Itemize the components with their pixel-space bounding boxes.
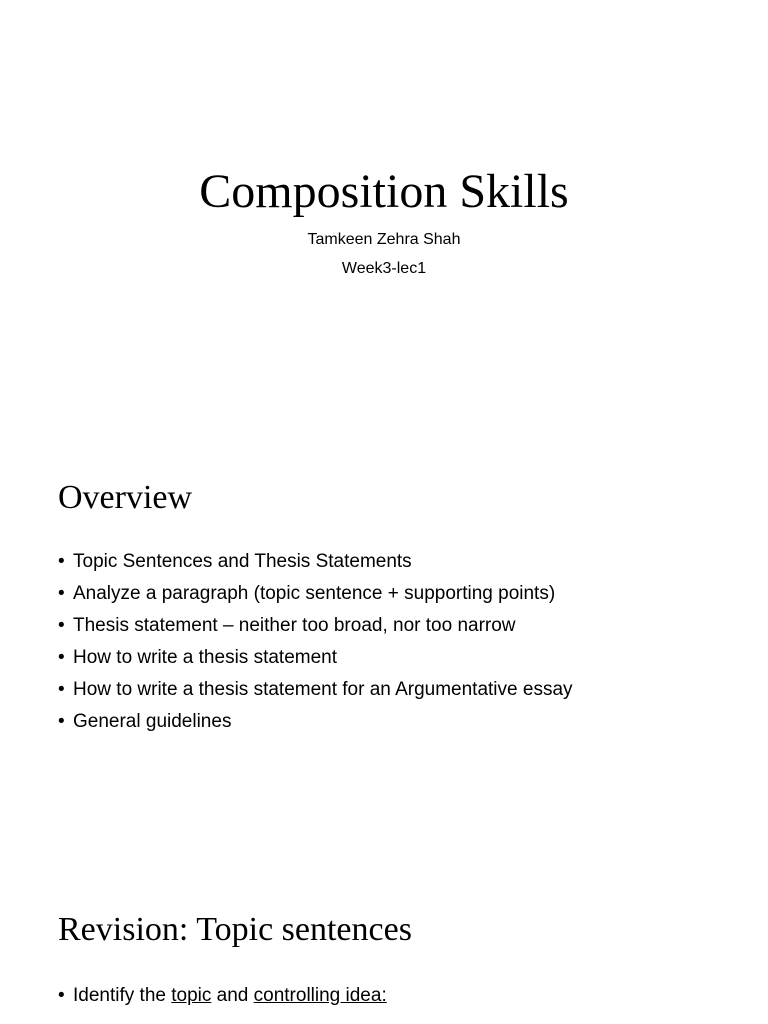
list-item-text: Topic Sentences and Thesis Statements	[73, 551, 412, 572]
presentation-title: Composition Skills	[199, 165, 569, 218]
overview-heading: Overview	[58, 479, 193, 516]
lecture-label: Week3-lec1	[341, 260, 427, 277]
bullet-icon: •	[58, 647, 65, 668]
revision-slide	[0, 868, 768, 1024]
list-item	[58, 674, 573, 706]
bullet-icon: •	[58, 583, 65, 604]
instruction-prefix: Identify the	[73, 985, 172, 1006]
bullet-icon: •	[58, 551, 65, 572]
list-item-text: Analyze a paragraph (topic sentence + supporting points)	[73, 583, 556, 604]
controlling-idea-term: controlling idea:	[253, 985, 387, 1006]
list-item	[58, 706, 573, 738]
author-name: Tamkeen Zehra Shah	[307, 231, 461, 248]
instruction-middle: and	[211, 985, 254, 1006]
bullet-icon: •	[58, 985, 65, 1006]
list-item-text: Thesis statement – neither too broad, nor too narrow	[73, 615, 516, 636]
revision-heading: Revision: Topic sentences	[58, 911, 412, 948]
overview-bullet-list	[58, 546, 573, 738]
bullet-icon: •	[58, 679, 65, 700]
list-item	[58, 980, 387, 1012]
list-item-text: General guidelines	[73, 711, 232, 732]
bullet-icon: •	[58, 711, 65, 732]
revision-bullet-list	[58, 980, 387, 1012]
bullet-icon: •	[58, 615, 65, 636]
list-item	[58, 610, 573, 642]
list-item	[58, 642, 573, 674]
overview-slide	[0, 434, 768, 866]
title-slide	[0, 0, 768, 432]
list-item-text: How to write a thesis statement	[73, 647, 337, 668]
topic-term: topic	[171, 985, 212, 1006]
list-item	[58, 578, 573, 610]
list-item	[58, 546, 573, 578]
list-item-text: How to write a thesis statement for an Argumentative essay	[73, 679, 573, 700]
